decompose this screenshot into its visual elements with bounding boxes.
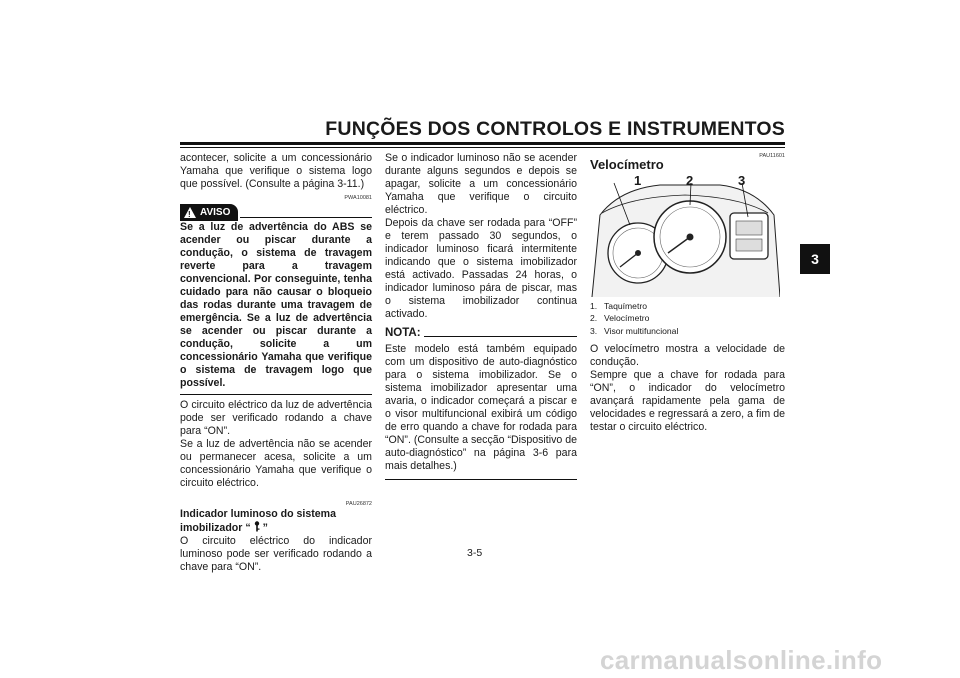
reference-code: PWA10081 [344, 195, 372, 201]
paragraph: O velocímetro mostra a velocidade de condução. [590, 343, 785, 369]
nota-header [385, 327, 577, 340]
column-middle [385, 152, 577, 484]
caption-item: 3. Visor multifuncional [590, 325, 679, 336]
callout-1: 1 [634, 173, 642, 188]
nota-rule [424, 336, 577, 337]
warning-triangle-icon: ! [184, 207, 196, 218]
aviso-label: AVISO [200, 207, 231, 218]
nota-end-rule [385, 479, 577, 480]
warning-text: Se a luz de advertência do ABS se acender ou piscar durante a condução, o sistema de travagem reverte para a travagem convencional. Por conseguinte, tenha cuidado para não causar o bloqueio das rodas durante uma travagem de emergência. Se a luz de advertência se acender ou piscar durante a condução, solicite a um concessionário Yamaha que verifique o sistema de travagem logo que possível. [180, 221, 372, 389]
page-number: 3-5 [467, 547, 483, 559]
caption-item: 1. Taquímetro [590, 301, 647, 311]
column-right [590, 152, 785, 434]
paragraph: O circuito eléctrico do indicador luminoso pode ser verificado rodando a chave para “ON”. [180, 535, 372, 573]
paragraph: Sempre que a chave for rodada para “ON”, o indicador do velocímetro avançará rapidamente pela gama de velocidades e regressará a zero, a fim de testar o circuito eléctrico. [590, 369, 785, 434]
section-subheading: Indicador luminoso do sistema imobilizador “ ” [180, 508, 336, 534]
figure-captions [590, 300, 785, 337]
page-header-title: FUNÇÕES DOS CONTROLOS E INSTRUMENTOS [325, 118, 785, 140]
warning-end-rule [180, 394, 372, 395]
callout-2: 2 [686, 173, 694, 188]
aviso-badge [180, 204, 238, 221]
paragraph: Se o indicador luminoso não se acender durante alguns segundos e depois se apagar, solicite a um concessionário Yamaha que verifique o circuito eléctrico. [385, 152, 577, 216]
instrument-cluster-illustration [590, 175, 780, 297]
column-left [180, 152, 372, 574]
chapter-tab: 3 [800, 244, 830, 274]
reference-code: PAU11601 [759, 153, 785, 159]
header-rule-thin [180, 147, 785, 148]
nota-label: NOTA: [385, 327, 421, 339]
paragraph: Depois da chave ser rodada para “OFF” e terem passado 30 segundos, o indicador luminoso ficará intermitente indicando que o sistema imobilizador está activado. Passadas 24 horas, o indicador luminoso pára de piscar, mas o sistema imobilizador continua activado. [385, 217, 577, 320]
callout-3: 3 [738, 173, 746, 188]
nota-text: Este modelo está também equipado com um dispositivo de auto-diagnóstico para o sistema imobilizador. Se o sistema imobilizador apresentar uma avaria, o indicador começará a piscar e o visor multifuncional exibirá um código de erro quando a chave for rodada para “ON”. (Consulte a secção “Dispositivo de auto-diagnóstico” na página 3-6 para mais detalhes.) [385, 343, 577, 472]
reference-code: PAU26872 [345, 501, 372, 507]
section-title: Velocímetro [590, 157, 664, 172]
paragraph: O circuito eléctrico da luz de advertência pode ser verificado rodando a chave para “ON”. [180, 399, 372, 437]
paragraph: Se a luz de advertência não se acender ou permanecer acesa, solicite a um concessionário Yamaha que verifique o circuito eléctrico. [180, 438, 372, 489]
aviso-header [180, 204, 372, 221]
key-icon [253, 521, 261, 532]
caption-item: 2. Velocímetro [590, 313, 650, 324]
paragraph: acontecer, solicite a um concessionário Yamaha que verifique o sistema logo que possível. (Consulte a página 3-11.) [180, 152, 372, 190]
instrument-cluster-figure [590, 175, 780, 297]
header-rule [180, 142, 785, 145]
aviso-rule [240, 217, 372, 218]
watermark: carmanualsonline.info [600, 645, 883, 675]
